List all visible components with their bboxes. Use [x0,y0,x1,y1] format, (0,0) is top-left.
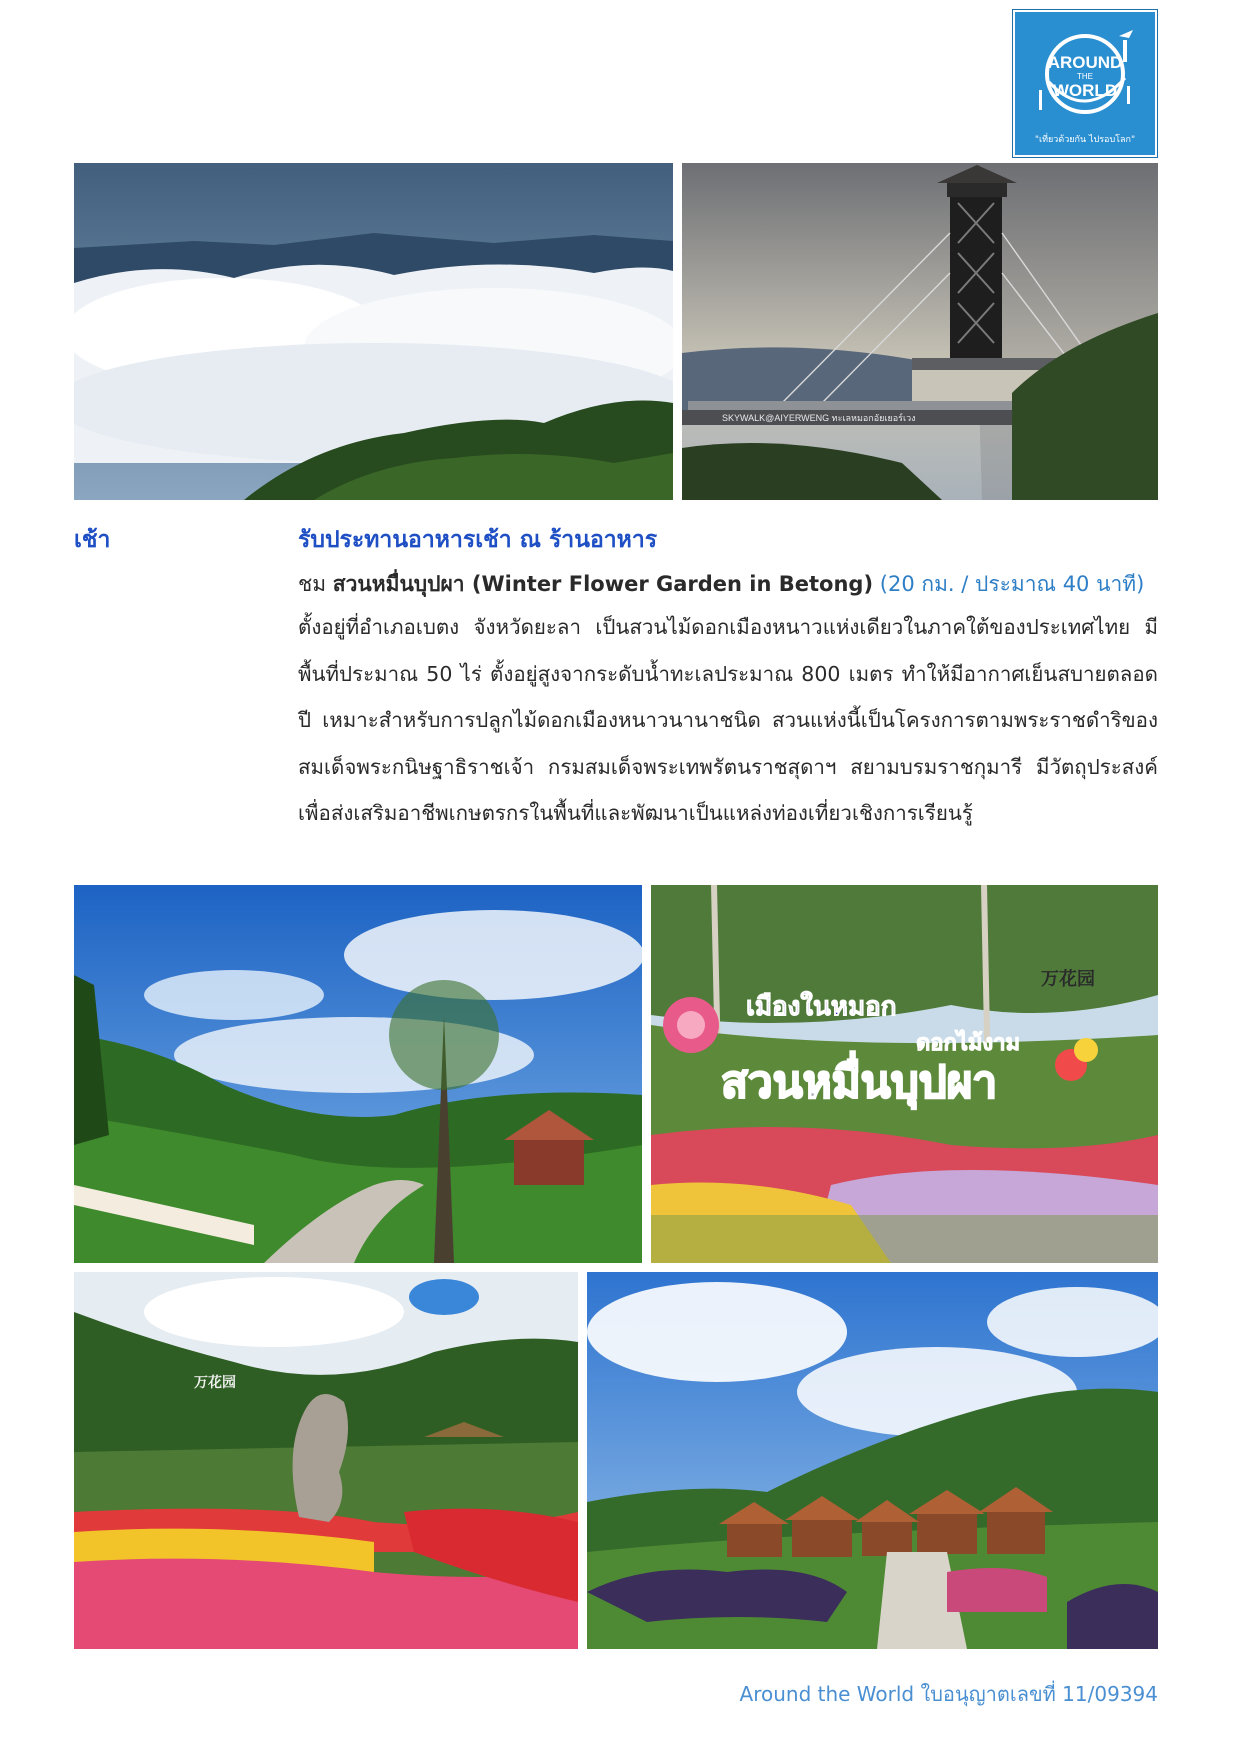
sign-chinese: 万花园 [1041,969,1095,990]
footer-license: Around the World ใบอนุญาตเลขที่ 11/09394 [739,1682,1158,1706]
photo-wooden-cabins [587,1272,1158,1649]
logo-text-around: AROUND [1047,53,1123,72]
skywalk-sign-text: SKYWALK@AIYERWENG ทะเลหมอกอัยเยอร์เวง [722,413,916,423]
logo-text-world: WORLD [1052,81,1118,100]
visit-heading [298,568,1144,601]
photo-skywalk [682,163,1158,500]
travel-distance: (20 กม. / ประมาณ 40 นาที) [879,572,1145,596]
place-description: ตั้งอยู่ที่อำเภอเบตง จังหวัดยะลา เป็นสวนไม้ดอกเมืองหนาวแห่งเดียวในภาคใต้ของประเทศไทย มีพื้นที่ประมาณ 50 ไร่ ตั้งอยู่สูงจากระดับน้ำทะเลประมาณ 800 เมตร ทำให้มีอากาศเย็นสบายตลอดปี เหมาะสำหรับการปลูกไม้ดอกเมืองหนาวนานาชนิด สวนแห่งนี้เป็นโครงการตามพระราชดำริของสมเด็จพระกนิษฐาธิราชเจ้า กรมสมเด็จพระเทพรัตนราชสุดาฯ สยามบรมราชกุมารี มีวัตถุประสงค์เพื่อส่งเสริมอาชีพเกษตรกรในพื้นที่และพัฒนาเป็นแหล่งท่องเที่ยวเชิงการเรียนรู้ [298,615,1158,825]
company-logo [1013,10,1157,157]
photo-rock-garden [74,1272,578,1649]
meal-activity: รับประทานอาหารเช้า ณ ร้านอาหาร [298,527,658,553]
photo-sea-of-mist [74,163,673,500]
sign-text-mid: ดอกไม้งาม [916,1031,1020,1056]
visit-prefix: ชม [298,572,327,596]
logo-tagline: "เที่ยวด้วยกัน ไปรอบโลก" [1034,135,1136,145]
time-of-day-label: เช้า [74,527,111,553]
photo-garden-hillside [74,885,642,1263]
rock-chinese-sign: 万花园 [194,1375,236,1391]
place-name: สวนหมื่นบุปผา (Winter Flower Garden in Betong) [332,572,874,596]
logo-text-the: THE [1077,72,1093,81]
sign-text-top: เมืองในหมอก [746,992,897,1022]
sign-text-main: สวนหมื่นบุปผา [721,1057,998,1108]
photo-garden-sign [651,885,1158,1263]
